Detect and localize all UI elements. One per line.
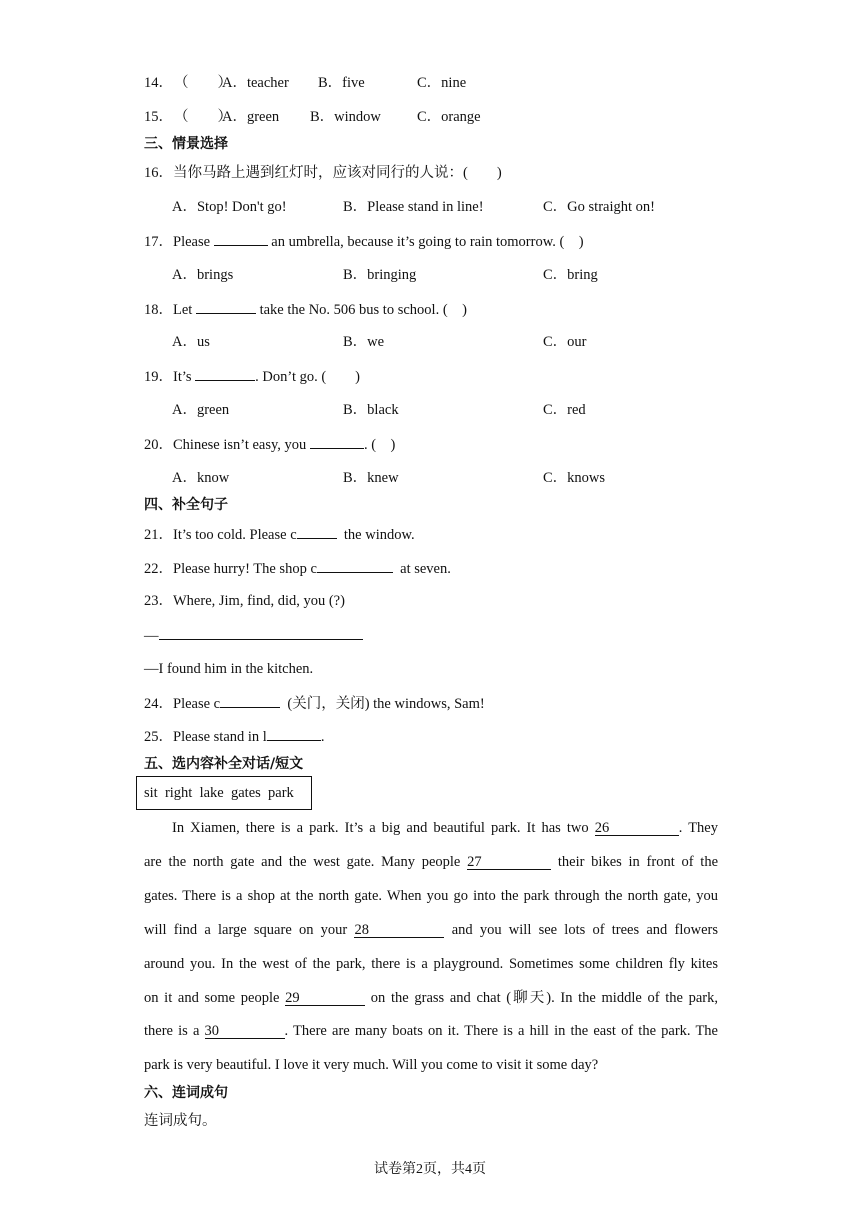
q19-question: [144, 366, 360, 387]
q22-question: [144, 558, 451, 579]
page-footer: 试卷第2页，共4页: [374, 1162, 486, 1177]
passage-line-4-end: and you will see lots of trees and flowers: [444, 922, 718, 938]
q24-question: [144, 693, 485, 714]
q18-blank[interactable]: [196, 299, 256, 314]
q20-option-c[interactable]: C．knows: [543, 470, 606, 486]
q15-option-a[interactable]: A．green: [222, 109, 280, 125]
q16-option-b[interactable]: B．Please stand in line!: [343, 199, 484, 215]
q19-option-b[interactable]: B．black: [343, 402, 399, 418]
q18-text-end: take the No. 506 bus to school. ( ): [255, 302, 467, 318]
passage-line-1-end: . They: [678, 820, 718, 836]
q21-question: [144, 524, 415, 545]
q15-answer-paren[interactable]: （ ）: [174, 109, 232, 125]
passage-line-4: [144, 920, 718, 940]
passage-line-4-start: will find a large square on your: [144, 922, 355, 938]
q20-question: [144, 434, 395, 455]
word-bank-box: sit right lake gates park: [136, 776, 312, 810]
passage-line-2-start: are the north gate and the west gate. Many people: [144, 854, 468, 870]
q21-text-end: the window.: [336, 527, 415, 543]
q16-option-a[interactable]: A．Stop! Don't go!: [172, 199, 287, 215]
q21-text-start: 21．It’s too cold. Please c: [144, 527, 297, 543]
passage-line-6: [144, 988, 718, 1008]
q22-blank[interactable]: [317, 558, 393, 573]
passage-line-2: [144, 852, 718, 872]
q17-question: [144, 231, 584, 252]
passage-line-5: around you. In the west of the park, there is a playground. Sometimes some children fly kites: [144, 956, 718, 972]
q14-option-a[interactable]: A．teacher: [222, 75, 289, 91]
blank-30[interactable]: 30: [205, 1024, 285, 1039]
q15-number: 15．: [144, 109, 173, 125]
q23-question: 23．Where, Jim, find, did, you (?): [144, 593, 345, 609]
q25-question: [144, 726, 324, 747]
q21-blank[interactable]: [297, 524, 337, 539]
q17-text-end: an umbrella, because it’s going to rain tomorrow. ( ): [267, 234, 584, 250]
section-5-heading: 五、选内容补全对话/短文: [144, 756, 304, 772]
q25-text-start: 25．Please stand in l: [144, 729, 267, 745]
blank-29[interactable]: 29: [285, 991, 365, 1006]
q17-option-b[interactable]: B．bringing: [343, 267, 417, 283]
q24-blank[interactable]: [220, 693, 280, 708]
q17-blank[interactable]: [214, 231, 268, 246]
q19-blank[interactable]: [195, 366, 255, 381]
q22-text-end: at seven.: [392, 561, 451, 577]
q14-answer-paren[interactable]: （ ）: [174, 75, 232, 91]
blank-26[interactable]: 26: [595, 821, 679, 836]
q14-number: 14．: [144, 75, 173, 91]
q19-text-end: . Don’t go. ( ): [255, 369, 361, 385]
passage-line-2-end: their bikes in front of the: [551, 854, 719, 870]
q20-text-end: . ( ): [363, 437, 396, 453]
q20-option-a[interactable]: A．know: [172, 470, 230, 486]
q25-blank[interactable]: [267, 726, 321, 741]
q17-option-c[interactable]: C．bring: [543, 267, 598, 283]
passage-line-7-start: there is a: [144, 1023, 205, 1039]
passage-line-7-end: . There are many boats on it. There is a hill in the east of the park. The: [284, 1023, 718, 1039]
q25-text-end: .: [320, 729, 325, 745]
q23-answer-line: [144, 625, 363, 646]
q14-option-b[interactable]: B．five: [318, 75, 365, 91]
q20-blank[interactable]: [310, 434, 364, 449]
q18-text-start: 18．Let: [144, 302, 196, 318]
q15-option-c[interactable]: C．orange: [417, 109, 481, 125]
q20-option-b[interactable]: B．knew: [343, 470, 399, 486]
q17-text-start: 17．Please: [144, 234, 214, 250]
section-3-heading: 三、情景选择: [144, 136, 228, 152]
q17-option-a[interactable]: A．brings: [172, 267, 234, 283]
passage-line-1: [172, 818, 718, 838]
q20-text-start: 20．Chinese isn’t easy, you: [144, 437, 310, 453]
section-4-heading: 四、补全句子: [144, 497, 228, 513]
q18-option-a[interactable]: A．us: [172, 334, 210, 350]
q19-text-start: 19．It’s: [144, 369, 196, 385]
q22-text-start: 22．Please hurry! The shop c: [144, 561, 317, 577]
passage-line-6-end: on the grass and chat (聊天). In the middle of the park,: [365, 990, 718, 1006]
q18-option-b[interactable]: B．we: [343, 334, 385, 350]
blank-28[interactable]: 28: [354, 923, 444, 938]
q19-option-a[interactable]: A．green: [172, 402, 230, 418]
passage-line-3: gates. There is a shop at the north gate. When you go into the park through the north gate, you: [144, 888, 718, 904]
q19-option-c[interactable]: C．red: [543, 402, 586, 418]
passage-line-7: [144, 1021, 718, 1041]
q16-option-c[interactable]: C．Go straight on!: [543, 199, 655, 215]
passage-line-6-start: on it and some people: [144, 990, 286, 1006]
q15-option-b[interactable]: B．window: [310, 109, 381, 125]
q18-question: [144, 299, 467, 320]
q23-blank[interactable]: [159, 625, 363, 640]
blank-27[interactable]: 27: [467, 855, 551, 870]
q24-text-start: 24．Please c: [144, 696, 221, 712]
section-6-instruction: 连词成句。: [144, 1113, 217, 1129]
q23-response: —I found him in the kitchen.: [144, 661, 314, 677]
passage-line-1-start: In Xiamen, there is a park. It’s a big and beautiful park. It has two: [172, 820, 595, 836]
q23-dash: —: [144, 628, 159, 644]
q14-option-c[interactable]: C．nine: [417, 75, 467, 91]
passage-line-8: park is very beautiful. I love it very much. Will you come to visit it some day?: [144, 1057, 599, 1073]
q16-question: 16．当你马路上遇到红灯时，应该对同行的人说：( ): [144, 165, 502, 181]
section-6-heading: 六、连词成句: [144, 1085, 228, 1101]
q18-option-c[interactable]: C．our: [543, 334, 587, 350]
q24-text-end: (关门，关闭) the windows, Sam!: [280, 696, 485, 712]
